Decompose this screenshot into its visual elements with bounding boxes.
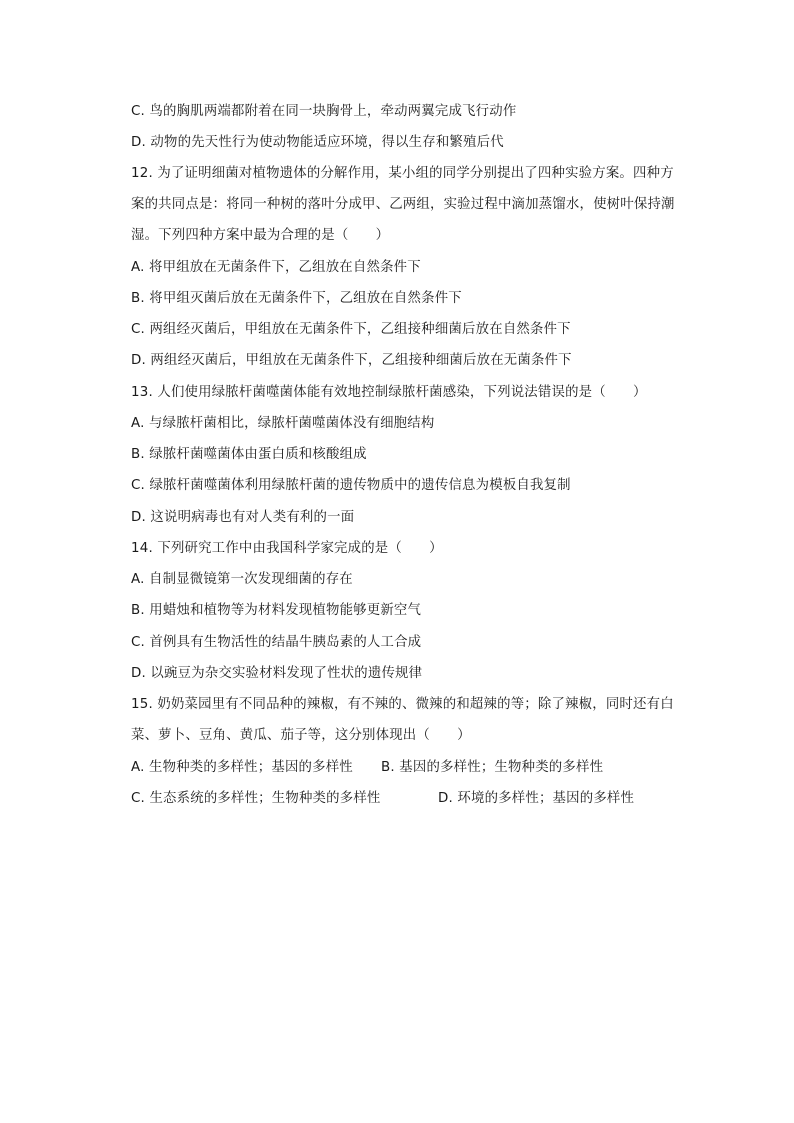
q14-option-d: D. 以豌豆为杂交实验材料发现了性状的遗传规律 <box>131 666 423 681</box>
q12-stem-line2: 案的共同点是：将同一种树的落叶分成甲、乙两组，实验过程中滴加蒸馏水，使树叶保持潮 <box>131 197 675 212</box>
q15-option-b: B. 基因的多样性；生物种类的多样性 <box>381 760 604 775</box>
q15-options-row1 <box>131 758 691 778</box>
q15-option-d: D. 环境的多样性；基因的多样性 <box>438 791 635 806</box>
q13-option-d: D. 这说明病毒也有对人类有利的一面 <box>131 510 355 525</box>
q13-option-c: C. 绿脓杆菌噬菌体利用绿脓杆菌的遗传物质中的遗传信息为模板自我复制 <box>131 478 571 493</box>
q12-option-d: D. 两组经灭菌后，甲组放在无菌条件下，乙组接种细菌后放在无菌条件下 <box>131 353 572 368</box>
q13-stem: 13. 人们使用绿脓杆菌噬菌体能有效地控制绿脓杆菌感染，下列说法错误的是（ ） <box>131 385 647 400</box>
q12-stem-line1: 12. 为了证明细菌对植物遗体的分解作用，某小组的同学分别提出了四种实验方案。四种方 <box>131 166 674 181</box>
q12-option-c: C. 两组经灭菌后，甲组放在无菌条件下，乙组接种细菌后放在自然条件下 <box>131 322 571 337</box>
q13-option-b: B. 绿脓杆菌噬菌体由蛋白质和核酸组成 <box>131 447 367 462</box>
q15-option-c: C. 生态系统的多样性；生物种类的多样性 <box>131 791 381 806</box>
q14-option-b: B. 用蜡烛和植物等为材料发现植物能够更新空气 <box>131 603 422 618</box>
q15-stem-line2: 菜、萝卜、豆角、黄瓜、茄子等，这分别体现出（ ） <box>131 728 471 743</box>
q11-option-d: D. 动物的先天性行为使动物能适应环境，得以生存和繁殖后代 <box>131 135 504 150</box>
q15-stem-line1: 15. 奶奶菜园里有不同品种的辣椒，有不辣的、微辣的和超辣的等；除了辣椒，同时还有白 <box>131 697 674 712</box>
q12-stem-line3: 湿。下列四种方案中最为合理的是（ ） <box>131 228 390 243</box>
q12-option-b: B. 将甲组灭菌后放在无菌条件下，乙组放在自然条件下 <box>131 291 462 306</box>
q14-option-c: C. 首例具有生物活性的结晶牛胰岛素的人工合成 <box>131 635 422 650</box>
q12-option-a: A. 将甲组放在无菌条件下，乙组放在自然条件下 <box>131 260 421 275</box>
q11-option-c: C. 鸟的胸肌两端都附着在同一块胸骨上，牵动两翼完成飞行动作 <box>131 104 517 119</box>
q13-option-a: A. 与绿脓杆菌相比，绿脓杆菌噬菌体没有细胞结构 <box>131 416 435 431</box>
q15-options-row2 <box>131 789 691 809</box>
q15-option-a: A. 生物种类的多样性；基因的多样性 <box>131 760 353 775</box>
q14-stem: 14. 下列研究工作中由我国科学家完成的是（ ） <box>131 541 443 556</box>
q14-option-a: A. 自制显微镜第一次发现细菌的存在 <box>131 572 353 587</box>
